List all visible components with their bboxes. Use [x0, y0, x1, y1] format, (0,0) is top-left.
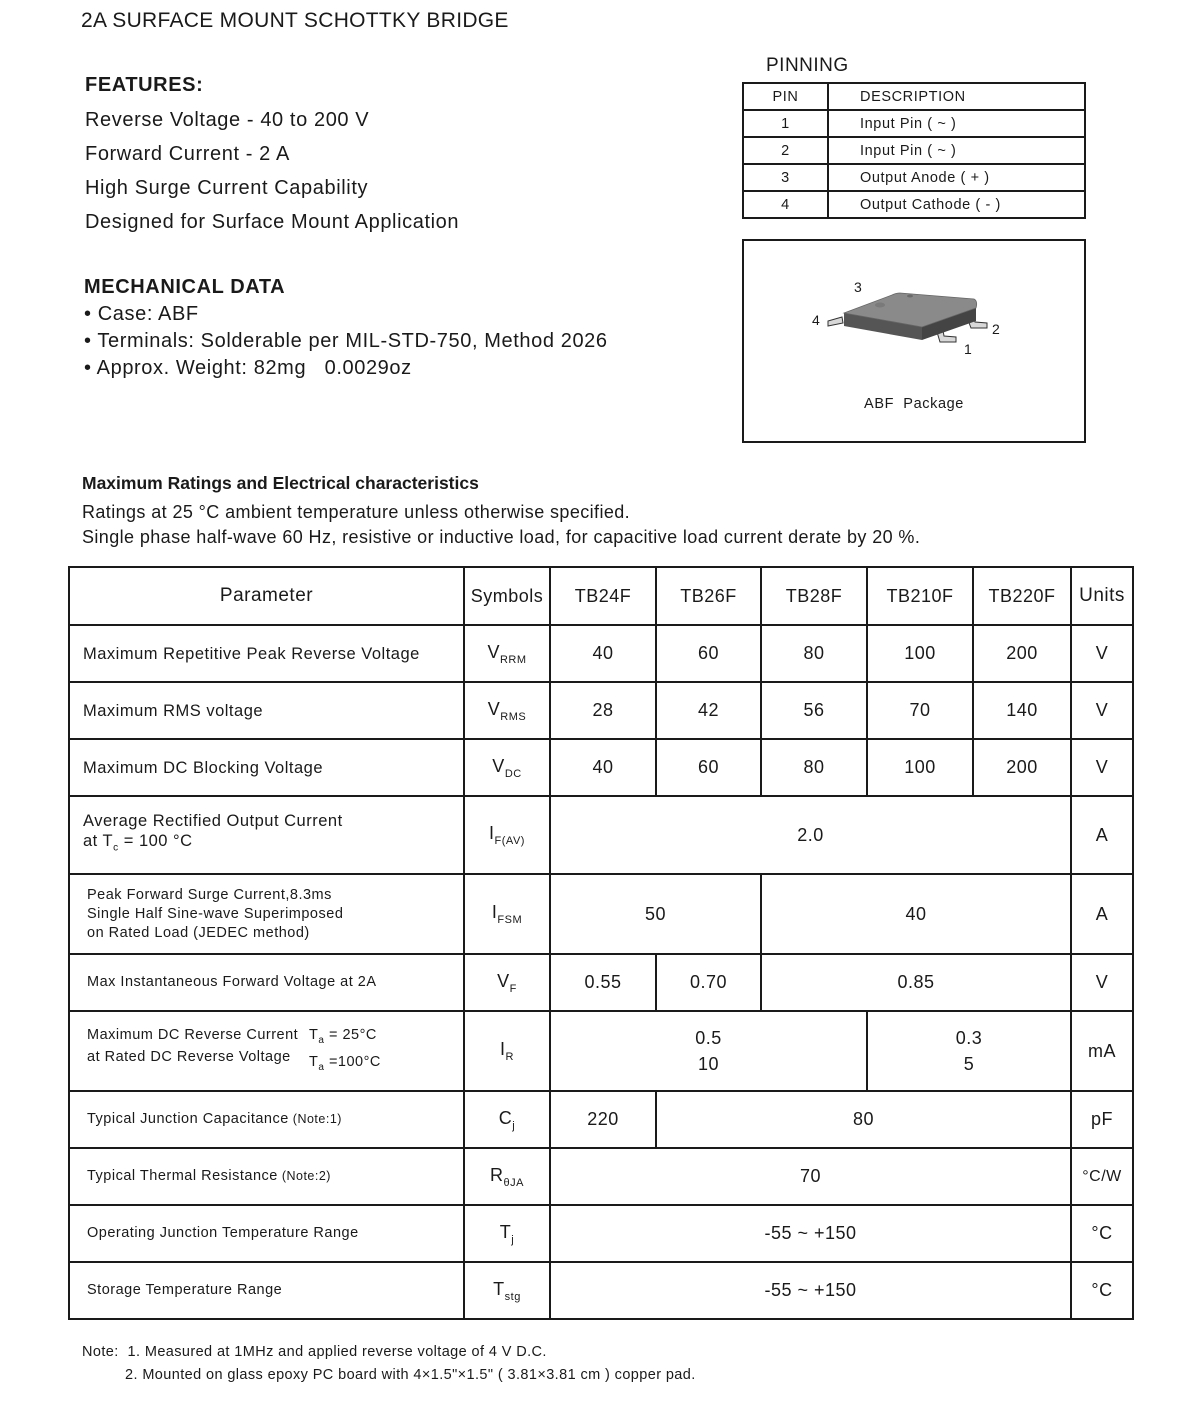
unit-cell: V: [1071, 739, 1133, 796]
pin-number: 1: [743, 110, 828, 137]
parameter-cell: Typical Thermal Resistance (Note:2): [69, 1148, 464, 1205]
value-cell: 60: [656, 739, 761, 796]
table-row: [69, 739, 1133, 796]
pin-description: Input Pin ( ~ ): [828, 110, 1085, 137]
package-pin-2-label: 2: [992, 321, 1000, 337]
symbol-cell: $V_{DC}$: [464, 739, 550, 796]
value-cell: 56: [761, 682, 867, 739]
parameter-cell: Storage Temperature Range: [69, 1262, 464, 1319]
feature-item: Forward Current - 2 A: [85, 143, 290, 165]
value-cell: 200: [973, 739, 1071, 796]
value-cell: 0.85: [761, 954, 1071, 1011]
package-label: ABF Package: [864, 396, 964, 412]
unit-cell: A: [1071, 874, 1133, 954]
parameter-cell: Peak Forward Surge Current,8.3ms Single Half Sine-wave Superimposed on Rated Load (JEDEC method): [69, 874, 464, 954]
feature-item: Reverse Voltage - 40 to 200 V: [85, 109, 370, 131]
value-cell: 70: [550, 1148, 1071, 1205]
value-cell: 0.70: [656, 954, 761, 1011]
document-title: 2A SURFACE MOUNT SCHOTTKY BRIDGE: [81, 9, 509, 32]
table-row: [69, 796, 1133, 874]
parameter-cell: Maximum RMS voltage: [69, 682, 464, 739]
pin-description: Output Cathode ( - ): [828, 191, 1085, 218]
table-row: [743, 191, 1085, 218]
unit-cell: mA: [1071, 1011, 1133, 1091]
pin-number: 4: [743, 191, 828, 218]
mechanical-item: • Approx. Weight: 82mg 0.0029oz: [84, 357, 412, 379]
value-cell: 140: [973, 682, 1071, 739]
value-cell: 2.0: [550, 796, 1071, 874]
feature-item: High Surge Current Capability: [85, 177, 369, 199]
symbols-header: Symbols: [464, 567, 550, 625]
mechanical-item: • Terminals: Solderable per MIL-STD-750, Method 2026: [84, 330, 608, 352]
mechanical-item: • Case: ABF: [84, 303, 199, 325]
ratings-note-2: Single phase half-wave 60 Hz, resistive or inductive load, for capacitive load current derate by 20 %.: [82, 527, 921, 547]
value-cell: 200: [973, 625, 1071, 682]
symbol-cell: $C_j$: [464, 1091, 550, 1148]
value-cell: 100: [867, 625, 973, 682]
features-list: [85, 103, 459, 239]
package-pin-1-label: 1: [964, 341, 972, 357]
value-cell: 0.3 5: [867, 1011, 1071, 1091]
pinning-table: [742, 82, 1086, 219]
parameter-cell: Max Instantaneous Forward Voltage at 2A: [69, 954, 464, 1011]
value-cell: -55 ~ +150: [550, 1205, 1071, 1262]
package-pin-3-label: 3: [854, 279, 862, 295]
symbol-cell: $R_{\theta JA}$: [464, 1148, 550, 1205]
value-cell: 40: [550, 625, 656, 682]
table-row: [69, 1205, 1133, 1262]
description-header: DESCRIPTION: [828, 83, 1085, 110]
value-cell: 220: [550, 1091, 656, 1148]
value-cell: 28: [550, 682, 656, 739]
symbol-cell: $V_{RRM}$: [464, 625, 550, 682]
ratings-table: [68, 566, 1134, 1320]
model-header: TB26F: [656, 567, 761, 625]
table-row: [743, 83, 1085, 110]
symbol-cell: $I_{F(AV)}$: [464, 796, 550, 874]
symbol-cell: $I_{FSM}$: [464, 874, 550, 954]
table-row: [69, 874, 1133, 954]
ratings-note-1: Ratings at 25 °C ambient temperature unless otherwise specified.: [82, 502, 631, 522]
parameter-header: Parameter: [69, 567, 464, 625]
unit-cell: °C: [1071, 1262, 1133, 1319]
package-diagram: [742, 239, 1086, 443]
unit-cell: A: [1071, 796, 1133, 874]
unit-cell: °C: [1071, 1205, 1133, 1262]
pin-description: Input Pin ( ~ ): [828, 137, 1085, 164]
parameter-cell: Average Rectified Output Current at $T_c = 100$ °C: [69, 796, 464, 874]
value-cell: 80: [761, 739, 867, 796]
value-cell: 40: [761, 874, 1071, 954]
footnote-2: 2. Mounted on glass epoxy PC board with 4×1.5"×1.5" ( 3.81×3.81 cm ) copper pad.: [125, 1367, 696, 1383]
value-cell: 42: [656, 682, 761, 739]
pin-description: Output Anode ( + ): [828, 164, 1085, 191]
parameter-cell: Maximum DC Blocking Voltage: [69, 739, 464, 796]
value-cell: 100: [867, 739, 973, 796]
symbol-cell: $V_F$: [464, 954, 550, 1011]
ratings-heading: Maximum Ratings and Electrical characteristics: [82, 473, 479, 493]
value-cell: 0.55: [550, 954, 656, 1011]
value-cell: 0.5 10: [550, 1011, 867, 1091]
parameter-cell: Operating Junction Temperature Range: [69, 1205, 464, 1262]
table-row: [69, 1091, 1133, 1148]
footnotes: [82, 1341, 696, 1387]
table-header-row: [69, 567, 1133, 625]
model-header: TB28F: [761, 567, 867, 625]
table-row: [69, 1262, 1133, 1319]
table-row: [69, 1148, 1133, 1205]
unit-cell: V: [1071, 625, 1133, 682]
value-cell: 50: [550, 874, 761, 954]
parameter-cell: Typical Junction Capacitance (Note:1): [69, 1091, 464, 1148]
units-header: Units: [1071, 567, 1133, 625]
model-header: TB210F: [867, 567, 973, 625]
pin-number: 2: [743, 137, 828, 164]
unit-cell: V: [1071, 682, 1133, 739]
table-row: [743, 164, 1085, 191]
table-row: [69, 954, 1133, 1011]
pin-number: 3: [743, 164, 828, 191]
unit-cell: °C/W: [1071, 1148, 1133, 1205]
symbol-cell: $V_{RMS}$: [464, 682, 550, 739]
package-pin-4-label: 4: [812, 312, 820, 328]
pinning-heading: PINNING: [766, 55, 849, 76]
value-cell: 60: [656, 625, 761, 682]
symbol-cell: $T_{stg}$: [464, 1262, 550, 1319]
pin-header: PIN: [743, 83, 828, 110]
value-cell: -55 ~ +150: [550, 1262, 1071, 1319]
table-row: [69, 1011, 1133, 1091]
mechanical-list: [84, 301, 608, 382]
feature-item: Designed for Surface Mount Application: [85, 211, 460, 233]
mechanical-heading: MECHANICAL DATA: [84, 276, 286, 298]
parameter-cell: Maximum DC Reverse Current at Rated DC Reverse Voltage $T_a = 25^\circ C$ $T_a =100^\circ C$: [69, 1011, 464, 1091]
features-heading: FEATURES:: [85, 74, 204, 96]
model-header: TB220F: [973, 567, 1071, 625]
table-row: [69, 625, 1133, 682]
value-cell: 80: [656, 1091, 1071, 1148]
unit-cell: V: [1071, 954, 1133, 1011]
table-row: [743, 137, 1085, 164]
symbol-cell: $T_j$: [464, 1205, 550, 1262]
value-cell: 80: [761, 625, 867, 682]
value-cell: 40: [550, 739, 656, 796]
footnote-1: Note: 1. Measured at 1MHz and applied reverse voltage of 4 V D.C.: [82, 1344, 547, 1360]
symbol-cell: $I_R$: [464, 1011, 550, 1091]
table-row: [69, 682, 1133, 739]
value-cell: 70: [867, 682, 973, 739]
unit-cell: pF: [1071, 1091, 1133, 1148]
parameter-cell: Maximum Repetitive Peak Reverse Voltage: [69, 625, 464, 682]
model-header: TB24F: [550, 567, 656, 625]
table-row: [743, 110, 1085, 137]
